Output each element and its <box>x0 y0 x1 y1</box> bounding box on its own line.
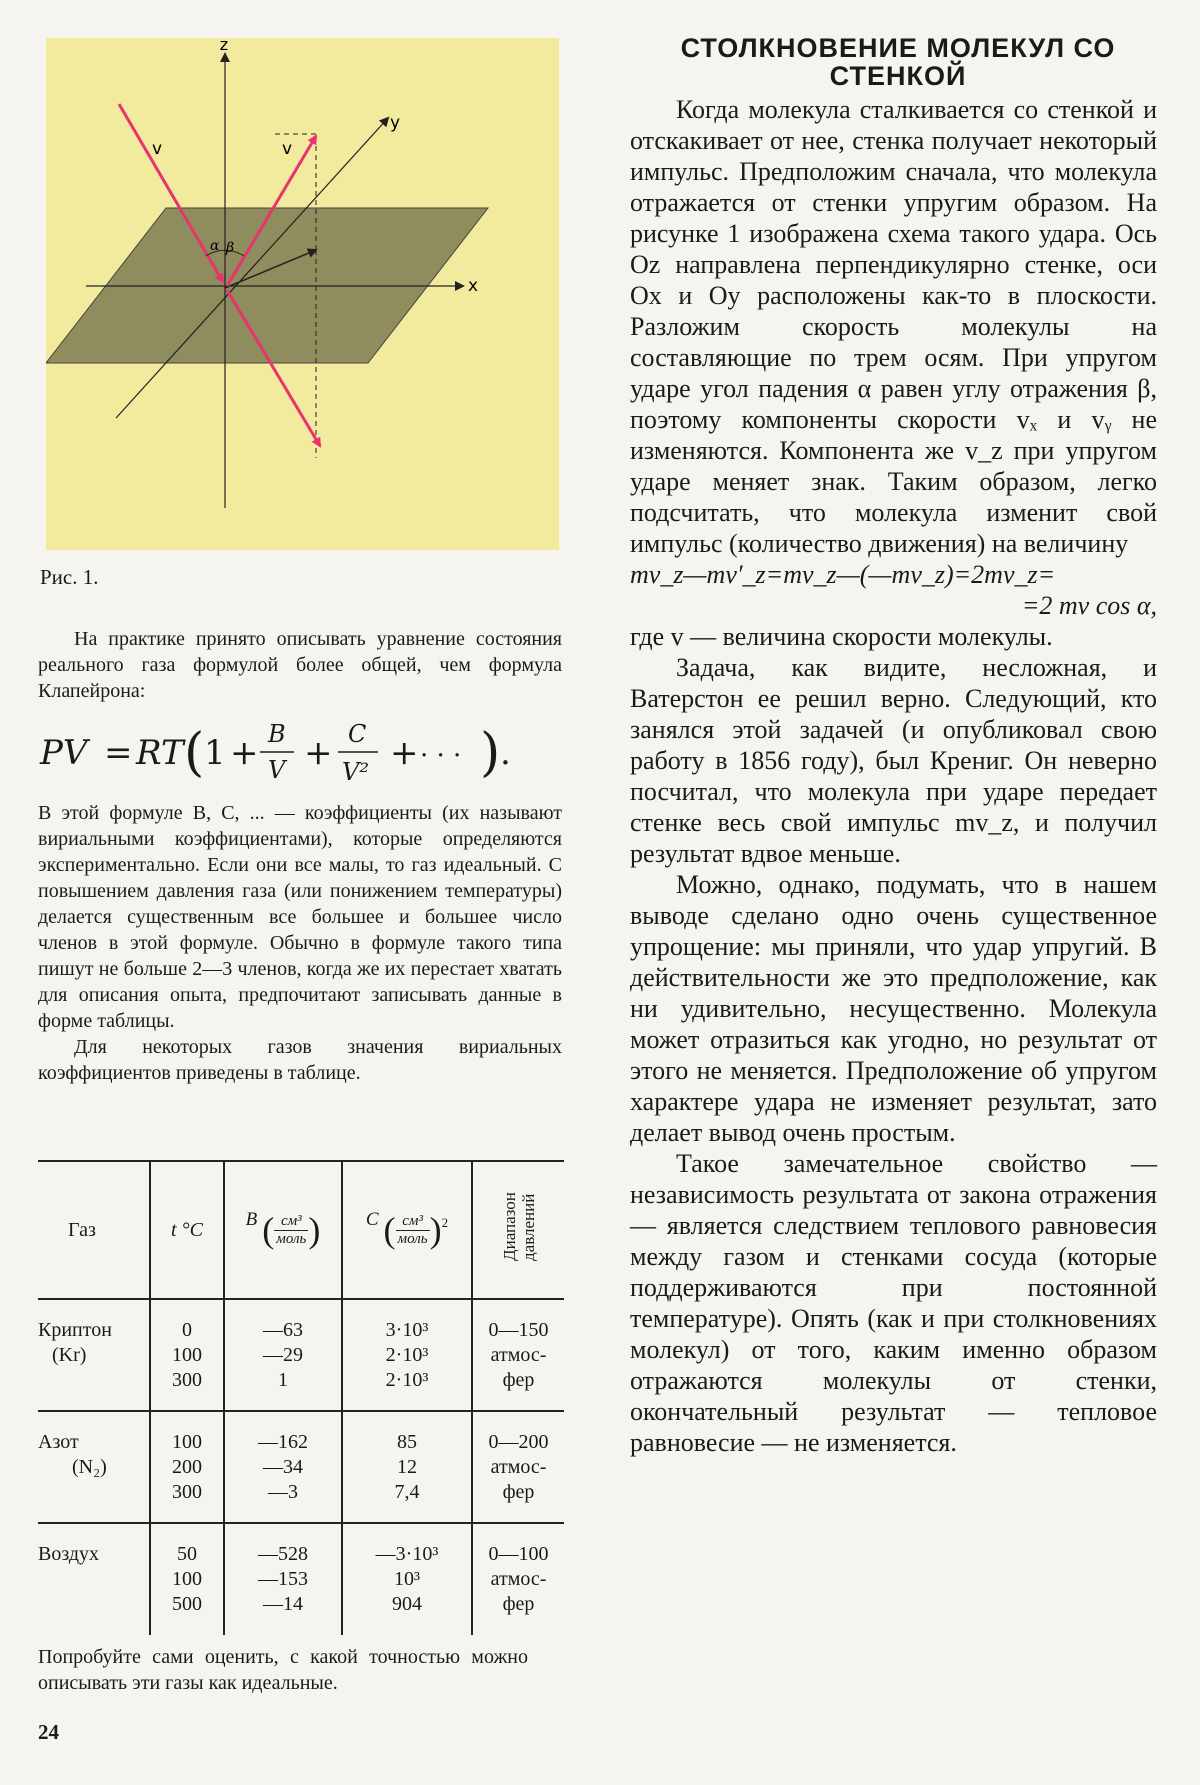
v-in-label: v <box>152 139 163 159</box>
header-temperature: t °C <box>150 1161 224 1299</box>
beta-label: β <box>226 240 235 256</box>
exercise-paragraph: Попробуйте сами оценить, с какой точностью можно описывать эти газы как идеальные. <box>38 1646 528 1694</box>
page-number: 24 <box>38 1720 59 1744</box>
table-intro-paragraph: Для некоторых газов значения вириальных коэффициентов приведены в таблице. <box>38 1036 562 1084</box>
svg-text:PV: PV <box>40 733 88 773</box>
momentum-equation-line-2: =2 mv cos α, <box>1021 591 1157 620</box>
axis-y-label: y <box>390 113 401 133</box>
svg-text:V²: V² <box>342 758 369 786</box>
figure-caption: Рис. 1. <box>40 565 99 589</box>
header-c: C ( $\frac{\text{см³}}{\text{моль}}$ )$^2$ <box>342 1161 472 1299</box>
right-column-text <box>630 94 1157 1458</box>
header-pressure-range: Диапазон давлений <box>472 1161 564 1299</box>
svg-text:1: 1 <box>204 733 226 773</box>
svg-text:V: V <box>268 756 286 784</box>
svg-text:.: . <box>500 733 511 773</box>
virial-formula <box>38 708 562 794</box>
reflection-diagram <box>46 38 559 550</box>
axis-x-label: x <box>468 276 479 296</box>
v-out-label: v <box>282 139 293 159</box>
coefficients-paragraph: В этой формуле B, C, ... — коэффициенты (их называют вириальными коэффициентами), которые определяются экспериментально. Если они все малы, то газ идеальный. С повышением давления газа (или понижением температуры) делается существенным все большее и большее число членов в этой формуле. Обычно в формуле такого типа пишут не больше 2—3 членов, когда же их перестает хватать для описания опыта, предпочитают записывать данные в форме таблицы. <box>38 802 562 1032</box>
momentum-equation-line-1: mv_z—mv′_z=mv_z—(—mv_z)=2mv_z= <box>630 560 1056 589</box>
header-gas: Газ <box>68 1218 96 1241</box>
alpha-label: α <box>210 238 220 254</box>
svg-text:+: + <box>390 733 419 773</box>
header-b: B ( $\frac{\text{см³}}{\text{моль}}$ ) <box>224 1161 342 1299</box>
svg-text:B: B <box>268 720 286 748</box>
svg-text:+: + <box>304 733 333 773</box>
figure-1 <box>46 38 559 550</box>
simplification-paragraph: Можно, однако, подумать, что в нашем выводе сделано одно очень существенное упрощение: мы приняли, что удар упругий. В действительности же это предположение, как ни удивительно, несущественно. Молекула может отразиться как угодно, но результат от этого не меняется. Предположение об упругом характере удара не изменяет результат, зато делает вывод очень простым. <box>630 870 1157 1147</box>
table-header-row <box>38 1161 564 1299</box>
collision-paragraph: Когда молекула сталкивается со стенкой и отскакивает от нее, стенка получает некоторый импульс. Предположим сначала, что молекула отражается от стенки упругим образом. На рисунке 1 изображена схема такого удара. Ось Oz направлена перпендикулярно стенке, оси Ox и Oy расположены как-то в плоскости. Разложим скорость молекулы на составляющие по трем осям. При упругом ударе угол падения α равен углу отражения β, поэтому компоненты скорости vₓ и vᵧ не изменяются. Компонента же v_z при упругом ударе меняет знак. Таким образом, легко подсчитать, что молекула изменит свой импульс (количество движения) на величину <box>630 95 1157 558</box>
svg-text:=: = <box>104 733 133 773</box>
svg-text:C: C <box>348 720 367 748</box>
velocity-note: где v — величина скорости молекулы. <box>630 622 1053 651</box>
axis-z-label: z <box>219 38 229 54</box>
left-column-text <box>38 626 562 1086</box>
table-row: Азот (N₂) 100 200 300 —162 —34 —3 85 12 7,4 0—200 атмос- фер <box>38 1411 564 1523</box>
svg-text:RT: RT <box>136 733 184 773</box>
section-title: СТОЛКНОВЕНИЕ МОЛЕКУЛ СО СТЕНКОЙ <box>680 33 1116 91</box>
svg-text:+: + <box>230 733 259 773</box>
svg-text:(: ( <box>184 723 205 783</box>
svg-text:· · ·: · · · <box>420 741 462 771</box>
waterston-paragraph: Задача, как видите, несложная, и Ватерстон ее решил верно. Следующий, кто занялся этой задачей (и опубликовал свою работу в 1856 году), был Крениг. Он неверно посчитал, что молекула при ударе передает стенке весь свой импульс mv_z, и получил результат вдвое меньше. <box>630 653 1157 868</box>
equilibrium-paragraph: Такое замечательное свойство — независимость результата от закона отражения — является следствием теплового равновесия между газом и стенками сосуда (которые поддерживаются при постоянной температуре). Опять (как и при столкновениях молекул) от того, каким именно образом отражаются молекулы от стенки, окончательный результат — тепловое равновесие — не изменяется. <box>630 1149 1157 1457</box>
table-row: Воздух 50 100 500 —528 —153 —14 —3·10³ 10³ 904 0—100 атмос- фер <box>38 1523 564 1635</box>
virial-coefficients-table <box>38 1160 564 1635</box>
svg-text:): ) <box>480 723 501 783</box>
intro-paragraph: На практике принято описывать уравнение состояния реального газа формулой более общей, чем формула Клапейрона: <box>38 628 562 702</box>
table-row: Криптон (Kr) 0 100 300 —63 —29 1 3·10³ 2·10³ 2·10³ 0—150 атмос- фер <box>38 1299 564 1411</box>
